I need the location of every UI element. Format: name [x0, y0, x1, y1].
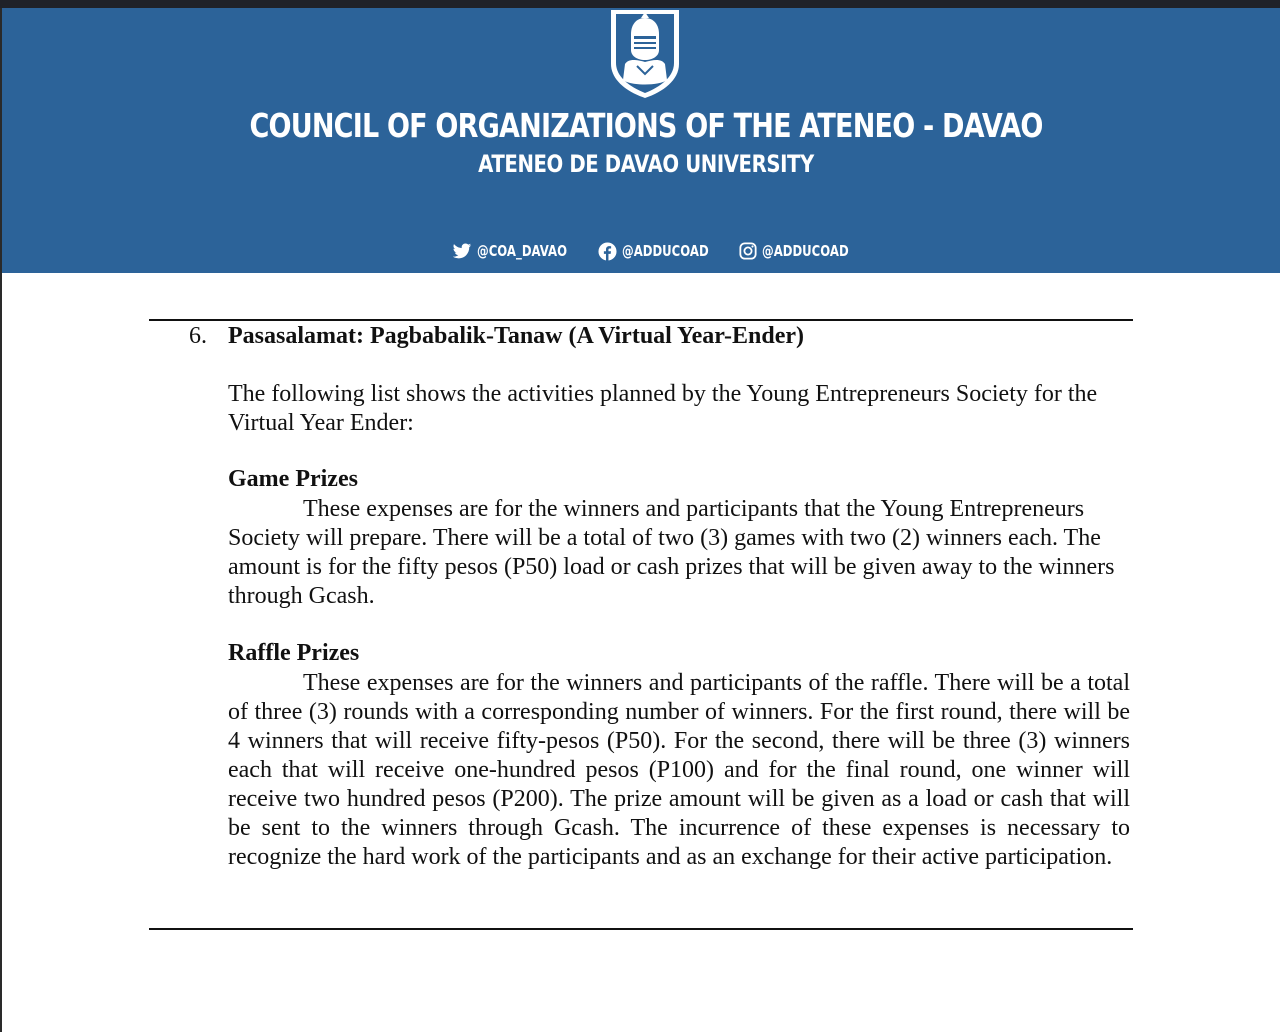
top-divider [149, 319, 1133, 321]
intro-paragraph: The following list shows the activities planned by the Young Entrepreneurs Society for the Virtual Year Ender: [228, 381, 1098, 436]
social-handle: @ADDUCOAD [622, 242, 709, 260]
window-top-strip [0, 0, 1280, 8]
social-handle: @COA_DAVAO [477, 242, 568, 260]
social-handle: @ADDUCOAD [762, 242, 849, 260]
item-number: 6. [189, 323, 207, 349]
org-name: COUNCIL OF ORGANIZATIONS OF THE ATENEO - DAVAO [249, 106, 1043, 145]
university-name: ATENEO DE DAVAO UNIVERSITY [478, 150, 814, 178]
section-heading-raffle-prizes: Raffle Prizes [228, 640, 360, 666]
bottom-divider [149, 928, 1133, 930]
letterhead-banner [0, 8, 1280, 273]
instagram-icon [739, 242, 757, 260]
section-body-game-prizes: These expenses are for the winners and participants that the Young Entrepreneurs Society will prepare. There will be a total of two (3) games with two (2) winners each. The amount is for the fifty pesos (P50) load or cash prizes that will be given away to the winners through Gcash. [228, 496, 1115, 609]
social-twitter[interactable] [452, 240, 592, 262]
section-body-raffle-prizes: These expenses are for the winners and participants of the raffle. There will be a total of three (3) rounds with a corresponding number of winners. For the first round, there will be 4 winners that will receive fifty-pesos (P50). For the second, there will be three (3) winners each that will receive one-hundred pesos (P100) and for the final round, one winner will receive two hundred pesos (P200). The prize amount will be given as a load or cash that will be sent to the winners through Gcash. The incurrence of these expenses is necessary to recognize the hard work of the participants and as an exchange for their active participation. [228, 670, 1130, 870]
social-facebook[interactable] [598, 240, 733, 262]
knight-helmet-shield-icon [607, 8, 683, 100]
social-instagram[interactable] [739, 240, 873, 262]
twitter-icon [452, 243, 472, 260]
facebook-icon [598, 242, 617, 261]
page-left-edge [0, 8, 2, 1032]
item-title: Pasasalamat: Pagbabalik-Tanaw (A Virtual Year-Ender) [228, 323, 805, 349]
section-heading-game-prizes: Game Prizes [228, 466, 358, 492]
